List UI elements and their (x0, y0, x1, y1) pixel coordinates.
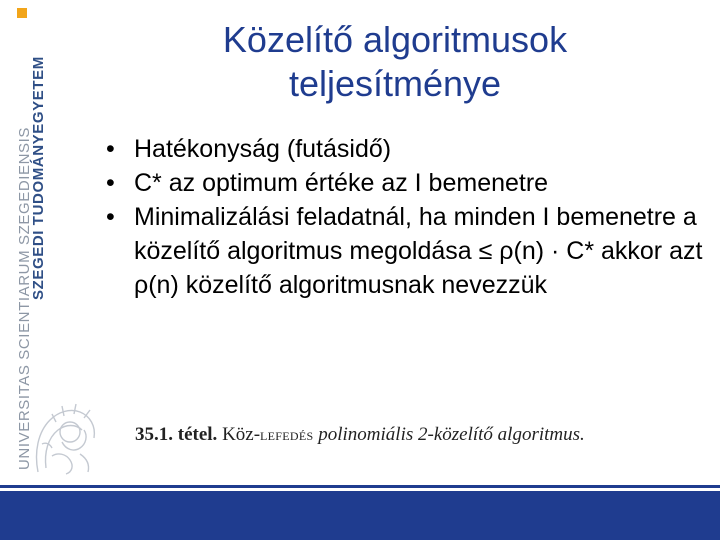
bullet-item (104, 132, 704, 166)
bullet-dot-icon: • (106, 203, 115, 231)
logo-university-name: SZEGEDI TUDOMÁNYEGYETEM (30, 56, 47, 300)
logo-square-icon (17, 8, 27, 18)
bullet-dot-icon: • (106, 135, 115, 163)
theorem-number: 35.1. tétel. (135, 424, 218, 445)
theorem-text: polinomiális 2-közelítő algoritmus. (318, 424, 585, 445)
slide-title (100, 18, 690, 106)
bullet-item (104, 166, 704, 200)
theorem-statement (135, 424, 710, 446)
bullet-list (104, 132, 704, 302)
logo-latin-text: UNIVERSITAS SCIENTIARUM SZEGEDIENSIS (16, 126, 33, 470)
bullet-dot-icon: • (106, 169, 115, 197)
footer-divider (0, 485, 720, 488)
bullet-item (104, 200, 704, 302)
slide-title-line-1: Közelítő algoritmusok (222, 19, 568, 60)
bullet-text: Minimalizálási feladatnál, ha minden I bemenetre a közelítő algoritmus megoldása ≤ ρ(n) · C* akkor azt ρ(n) közelítő algoritmusnak nevezzük (134, 203, 703, 299)
bullet-text: Hatékonyság (futásidő) (134, 135, 392, 163)
bullet-text: C* az optimum értéke az I bemenetre (134, 169, 549, 197)
theorem-name-part-1: Köz- (222, 424, 261, 445)
slide-title-line-2: teljesítménye (288, 63, 502, 104)
university-seal-icon (32, 392, 102, 476)
theorem-name-part-2: LEFEDÉS (260, 429, 314, 443)
footer-band (0, 491, 720, 540)
